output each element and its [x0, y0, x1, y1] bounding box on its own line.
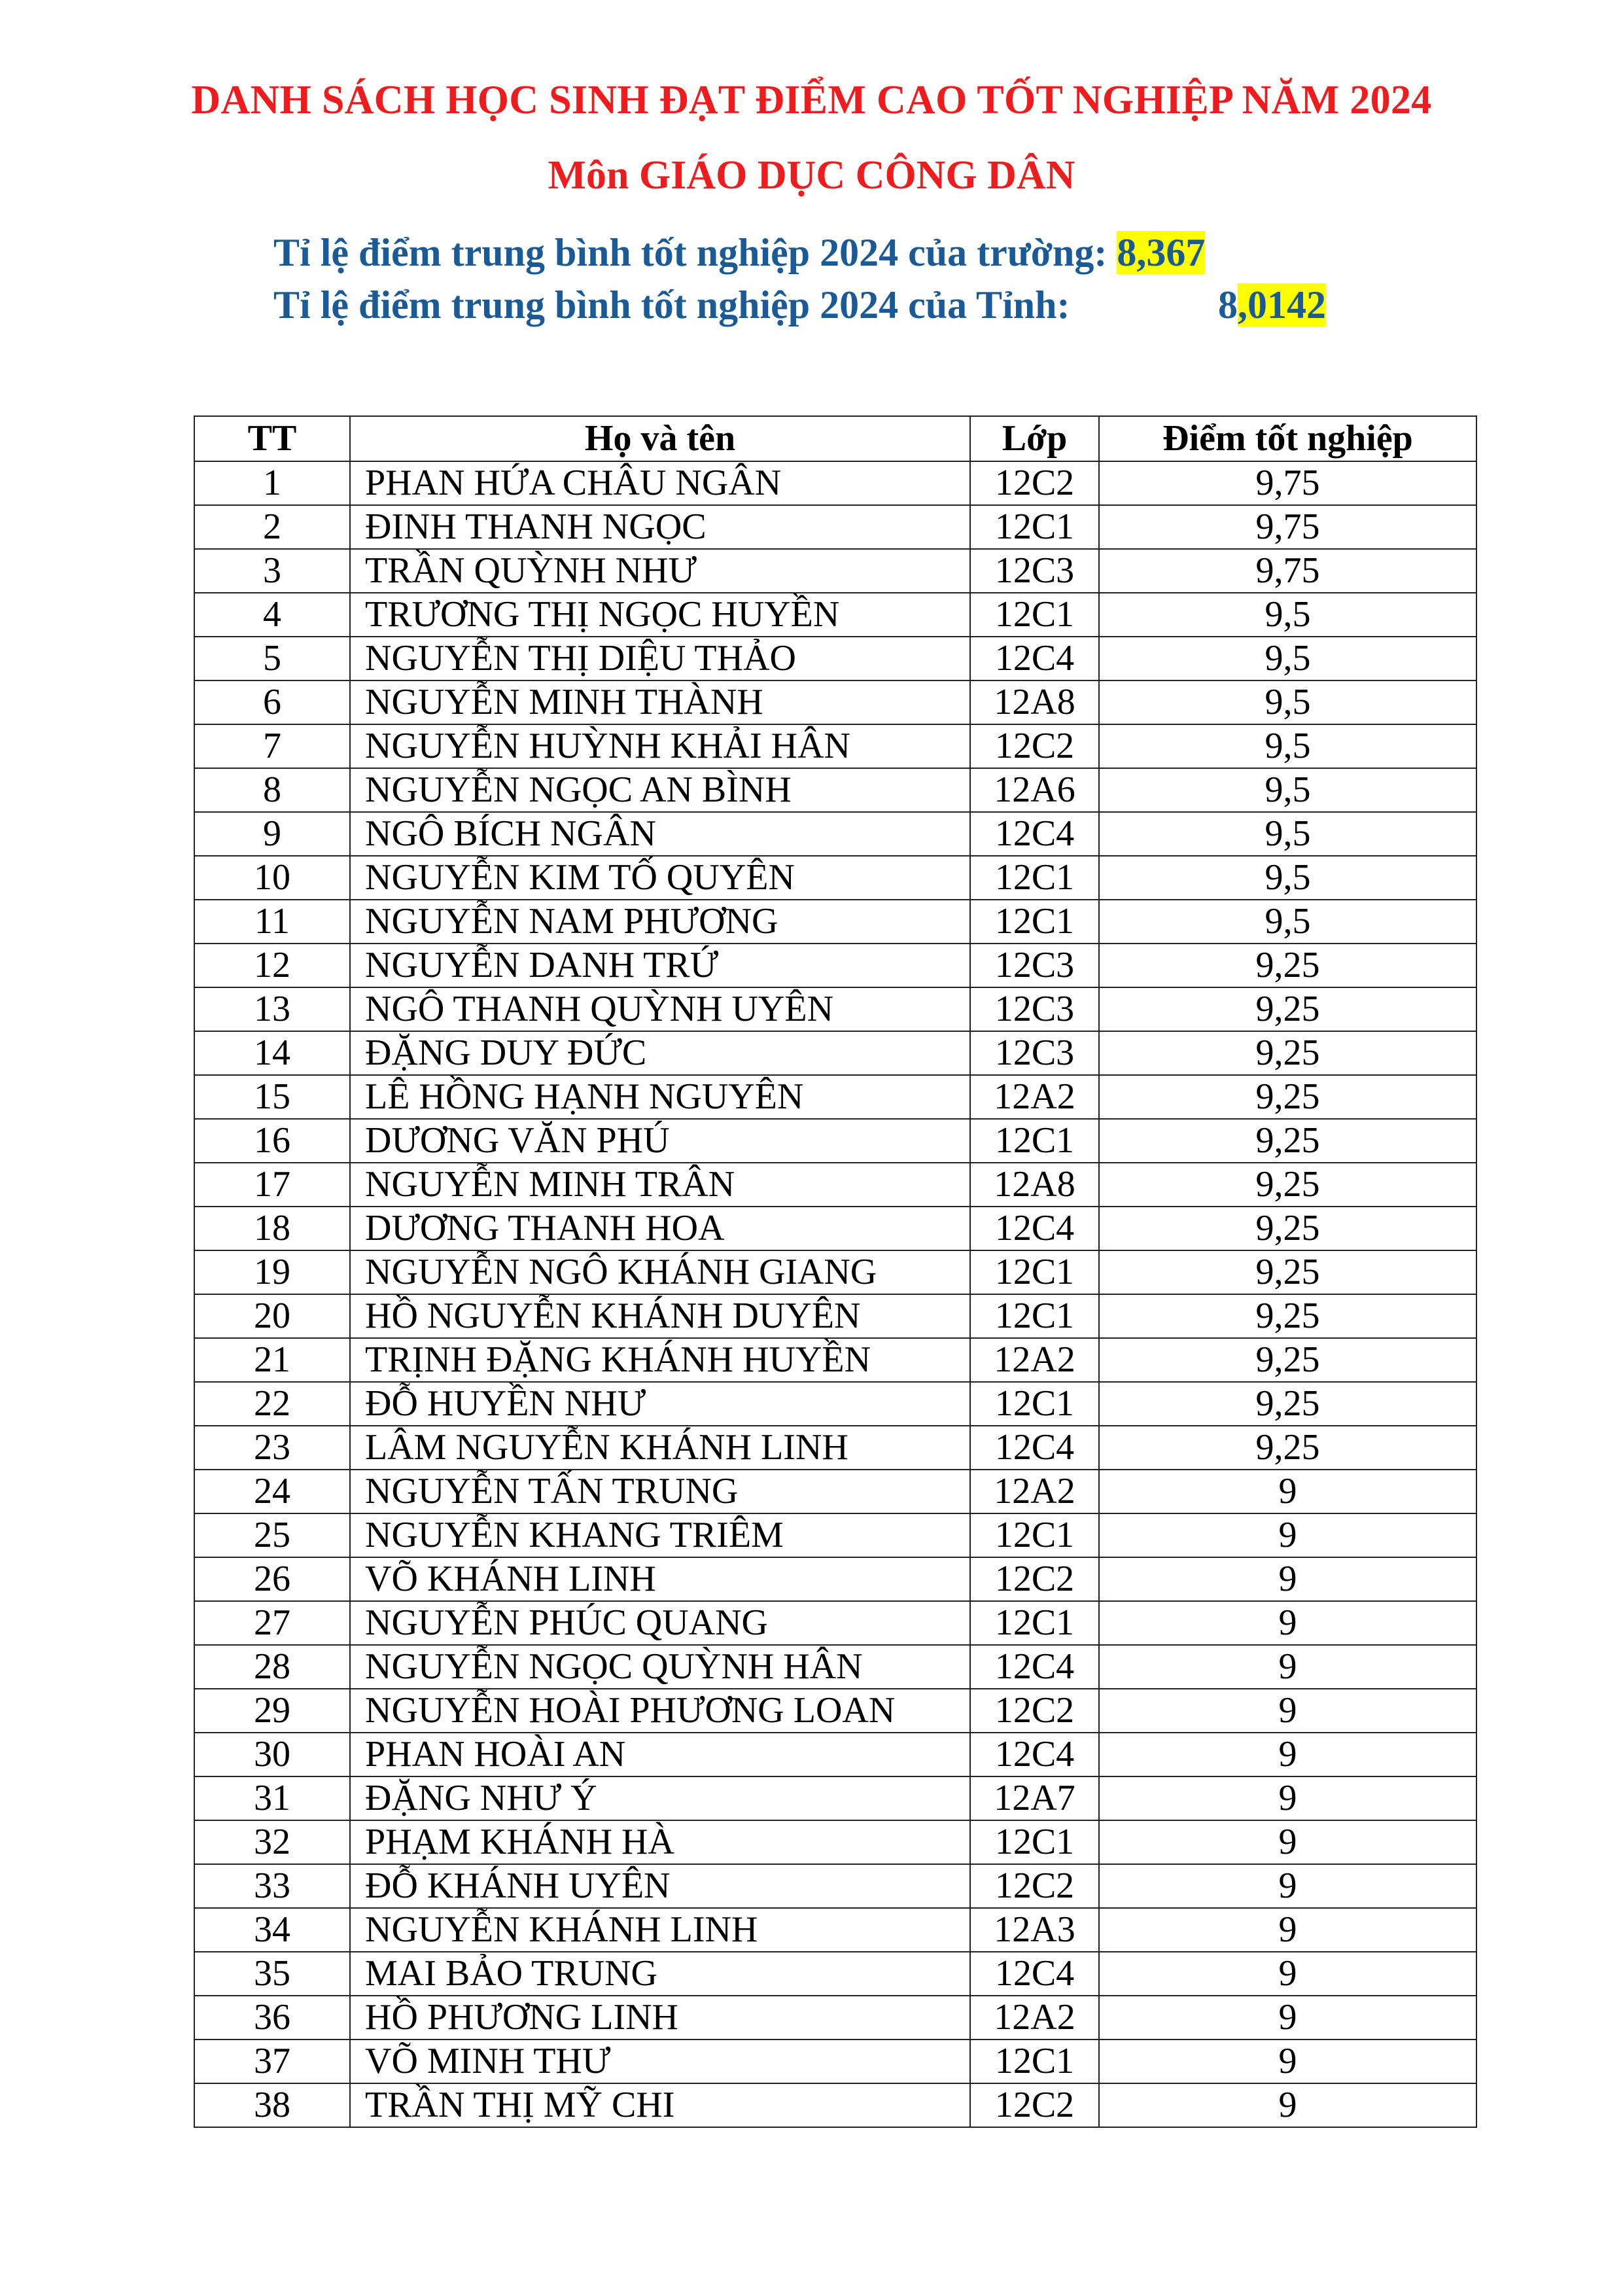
- student-score: 9: [1099, 1864, 1476, 1908]
- student-class: 12C4: [970, 1733, 1099, 1776]
- row-number: 14: [194, 1031, 350, 1075]
- table-row: [194, 549, 1476, 593]
- student-class: 12C3: [970, 1031, 1099, 1075]
- row-number: 9: [194, 812, 350, 856]
- student-name: ĐỖ KHÁNH UYÊN: [350, 1864, 970, 1908]
- student-class: 12C2: [970, 1864, 1099, 1908]
- province-average-value-prefix: 8: [1218, 283, 1238, 327]
- row-number: 16: [194, 1119, 350, 1163]
- student-score: 9: [1099, 1601, 1476, 1645]
- row-number: 29: [194, 1689, 350, 1733]
- school-average-value: 8,367: [1117, 231, 1206, 274]
- student-class: 12A7: [970, 1776, 1099, 1820]
- table-row: [194, 1031, 1476, 1075]
- row-number: 32: [194, 1820, 350, 1864]
- student-score: 9: [1099, 1952, 1476, 1996]
- student-score: 9,25: [1099, 1207, 1476, 1250]
- table-row: [194, 856, 1476, 900]
- student-score: 9: [1099, 1996, 1476, 2040]
- row-number: 28: [194, 1645, 350, 1689]
- student-name: NGUYỄN DANH TRỨ: [350, 944, 970, 987]
- table-row: [194, 1776, 1476, 1820]
- table-row: [194, 461, 1476, 505]
- student-score: 9,5: [1099, 593, 1476, 637]
- student-class: 12C1: [970, 593, 1099, 637]
- row-number: 31: [194, 1776, 350, 1820]
- table-row: [194, 1207, 1476, 1250]
- student-name: ĐINH THANH NGỌC: [350, 505, 970, 549]
- table-row: [194, 1250, 1476, 1294]
- student-class: 12C3: [970, 549, 1099, 593]
- table-row: [194, 1513, 1476, 1557]
- row-number: 35: [194, 1952, 350, 1996]
- row-number: 19: [194, 1250, 350, 1294]
- province-average-value: [1218, 283, 1326, 328]
- student-class: 12C1: [970, 1250, 1099, 1294]
- student-name: LÊ HỒNG HẠNH NGUYÊN: [350, 1075, 970, 1119]
- student-class: 12C2: [970, 2083, 1099, 2127]
- row-number: 37: [194, 2040, 350, 2083]
- student-name: ĐỖ HUYỀN NHƯ: [350, 1382, 970, 1426]
- student-name: TRẦN THỊ MỸ CHI: [350, 2083, 970, 2127]
- row-number: 17: [194, 1163, 350, 1207]
- row-number: 33: [194, 1864, 350, 1908]
- student-score: 9,25: [1099, 1382, 1476, 1426]
- student-name: NGUYỄN KHÁNH LINH: [350, 1908, 970, 1952]
- row-number: 22: [194, 1382, 350, 1426]
- student-score: 9: [1099, 1513, 1476, 1557]
- row-number: 20: [194, 1294, 350, 1338]
- student-score: 9: [1099, 1557, 1476, 1601]
- student-class: 12C4: [970, 1952, 1099, 1996]
- table-row: [194, 1119, 1476, 1163]
- student-class: 12C4: [970, 1645, 1099, 1689]
- student-score: 9,25: [1099, 1426, 1476, 1470]
- row-number: 25: [194, 1513, 350, 1557]
- student-name: HỒ NGUYỄN KHÁNH DUYÊN: [350, 1294, 970, 1338]
- row-number: 18: [194, 1207, 350, 1250]
- student-score: 9: [1099, 2040, 1476, 2083]
- table-row: [194, 1908, 1476, 1952]
- student-name: HỒ PHƯƠNG LINH: [350, 1996, 970, 2040]
- table-row: [194, 1689, 1476, 1733]
- row-number: 3: [194, 549, 350, 593]
- student-score: 9: [1099, 1820, 1476, 1864]
- student-score: 9,25: [1099, 1294, 1476, 1338]
- student-class: 12C2: [970, 461, 1099, 505]
- student-name: PHAN HỨA CHÂU NGÂN: [350, 461, 970, 505]
- table-row: [194, 1996, 1476, 2040]
- student-class: 12C2: [970, 1689, 1099, 1733]
- table-row: [194, 768, 1476, 812]
- student-class: 12C4: [970, 1207, 1099, 1250]
- student-score: 9,75: [1099, 549, 1476, 593]
- student-score: 9: [1099, 1689, 1476, 1733]
- student-score-table: [194, 415, 1477, 2128]
- table-body: [194, 461, 1476, 2127]
- student-class: 12A8: [970, 680, 1099, 724]
- table-row: [194, 593, 1476, 637]
- student-class: 12C1: [970, 856, 1099, 900]
- student-class: 12C4: [970, 637, 1099, 680]
- student-score: 9,5: [1099, 637, 1476, 680]
- student-class: 12A2: [970, 1338, 1099, 1382]
- row-number: 21: [194, 1338, 350, 1382]
- student-name: TRẦN QUỲNH NHƯ: [350, 549, 970, 593]
- student-class: 12C4: [970, 1426, 1099, 1470]
- student-name: NGUYỄN THỊ DIỆU THẢO: [350, 637, 970, 680]
- table-row: [194, 1075, 1476, 1119]
- student-score: 9,25: [1099, 944, 1476, 987]
- student-name: NGUYỄN NGÔ KHÁNH GIANG: [350, 1250, 970, 1294]
- school-average-line: [273, 230, 1205, 275]
- table-row: [194, 1645, 1476, 1689]
- student-class: 12C1: [970, 2040, 1099, 2083]
- table-row: [194, 637, 1476, 680]
- student-class: 12C1: [970, 900, 1099, 944]
- student-score: 9,25: [1099, 1031, 1476, 1075]
- student-class: 12C1: [970, 1601, 1099, 1645]
- student-class: 12C1: [970, 1820, 1099, 1864]
- row-number: 11: [194, 900, 350, 944]
- row-number: 10: [194, 856, 350, 900]
- header-class: Lớp: [970, 416, 1099, 461]
- student-class: 12C2: [970, 724, 1099, 768]
- row-number: 36: [194, 1996, 350, 2040]
- student-score: 9: [1099, 1470, 1476, 1513]
- row-number: 27: [194, 1601, 350, 1645]
- table-row: [194, 812, 1476, 856]
- student-score: 9: [1099, 1908, 1476, 1952]
- table-row: [194, 724, 1476, 768]
- row-number: 34: [194, 1908, 350, 1952]
- student-class: 12C3: [970, 987, 1099, 1031]
- student-class: 12C1: [970, 505, 1099, 549]
- student-class: 12C3: [970, 944, 1099, 987]
- student-name: DƯƠNG THANH HOA: [350, 1207, 970, 1250]
- row-number: 8: [194, 768, 350, 812]
- student-class: 12A3: [970, 1908, 1099, 1952]
- student-name: ĐẶNG DUY ĐỨC: [350, 1031, 970, 1075]
- student-score: 9,5: [1099, 724, 1476, 768]
- student-score: 9: [1099, 2083, 1476, 2127]
- student-score: 9,5: [1099, 856, 1476, 900]
- table-row: [194, 1557, 1476, 1601]
- student-score: 9,5: [1099, 768, 1476, 812]
- student-class: 12A2: [970, 1075, 1099, 1119]
- row-number: 15: [194, 1075, 350, 1119]
- table-row: [194, 1338, 1476, 1382]
- student-name: PHẠM KHÁNH HÀ: [350, 1820, 970, 1864]
- student-name: NGUYỄN NGỌC QUỲNH HÂN: [350, 1645, 970, 1689]
- table-row: [194, 505, 1476, 549]
- student-class: 12C2: [970, 1557, 1099, 1601]
- student-score: 9,75: [1099, 505, 1476, 549]
- student-name: NGUYỄN KHANG TRIÊM: [350, 1513, 970, 1557]
- header-name: Họ và tên: [350, 416, 970, 461]
- student-score: 9,5: [1099, 900, 1476, 944]
- student-class: 12C1: [970, 1119, 1099, 1163]
- student-class: 12C1: [970, 1382, 1099, 1426]
- student-name: NGÔ BÍCH NGÂN: [350, 812, 970, 856]
- table-row: [194, 944, 1476, 987]
- student-score: 9,25: [1099, 987, 1476, 1031]
- table-row: [194, 1864, 1476, 1908]
- table-row: [194, 1470, 1476, 1513]
- table-row: [194, 1294, 1476, 1338]
- row-number: 5: [194, 637, 350, 680]
- student-name: DƯƠNG VĂN PHÚ: [350, 1119, 970, 1163]
- table-header-row: [194, 416, 1476, 461]
- row-number: 2: [194, 505, 350, 549]
- document-title: DANH SÁCH HỌC SINH ĐẠT ĐIỂM CAO TỐT NGHIỆP NĂM 2024: [191, 78, 1432, 122]
- row-number: 6: [194, 680, 350, 724]
- table-row: [194, 1426, 1476, 1470]
- table-row: [194, 1820, 1476, 1864]
- row-number: 1: [194, 461, 350, 505]
- row-number: 7: [194, 724, 350, 768]
- province-average-label: Tỉ lệ điểm trung bình tốt nghiệp 2024 của Tỉnh:: [273, 283, 1070, 327]
- student-score: 9,25: [1099, 1119, 1476, 1163]
- student-name: NGUYỄN KIM TỐ QUYÊN: [350, 856, 970, 900]
- row-number: 23: [194, 1426, 350, 1470]
- province-average-line: [273, 283, 1070, 328]
- student-name: NGÔ THANH QUỲNH UYÊN: [350, 987, 970, 1031]
- student-class: 12C1: [970, 1513, 1099, 1557]
- student-class: 12A2: [970, 1470, 1099, 1513]
- table-row: [194, 900, 1476, 944]
- student-name: NGUYỄN HUỲNH KHẢI HÂN: [350, 724, 970, 768]
- student-score: 9,25: [1099, 1338, 1476, 1382]
- row-number: 12: [194, 944, 350, 987]
- student-name: NGUYỄN PHÚC QUANG: [350, 1601, 970, 1645]
- student-score: 9,5: [1099, 812, 1476, 856]
- student-class: 12A6: [970, 768, 1099, 812]
- student-name: NGUYỄN HOÀI PHƯƠNG LOAN: [350, 1689, 970, 1733]
- row-number: 13: [194, 987, 350, 1031]
- province-average-value-highlighted: ,0142: [1238, 283, 1326, 327]
- header-tt: TT: [194, 416, 350, 461]
- row-number: 26: [194, 1557, 350, 1601]
- student-score: 9,75: [1099, 461, 1476, 505]
- student-score: 9,25: [1099, 1075, 1476, 1119]
- student-name: VÕ KHÁNH LINH: [350, 1557, 970, 1601]
- table-row: [194, 1733, 1476, 1776]
- student-class: 12C1: [970, 1294, 1099, 1338]
- table-row: [194, 2040, 1476, 2083]
- student-name: MAI BẢO TRUNG: [350, 1952, 970, 1996]
- table-row: [194, 2083, 1476, 2127]
- row-number: 4: [194, 593, 350, 637]
- student-name: VÕ MINH THƯ: [350, 2040, 970, 2083]
- student-class: 12A8: [970, 1163, 1099, 1207]
- student-score: 9,5: [1099, 680, 1476, 724]
- row-number: 38: [194, 2083, 350, 2127]
- student-class: 12C4: [970, 812, 1099, 856]
- student-name: NGUYỄN MINH THÀNH: [350, 680, 970, 724]
- student-score: 9,25: [1099, 1163, 1476, 1207]
- student-name: LÂM NGUYỄN KHÁNH LINH: [350, 1426, 970, 1470]
- student-name: NGUYỄN NGỌC AN BÌNH: [350, 768, 970, 812]
- student-name: TRỊNH ĐẶNG KHÁNH HUYỀN: [350, 1338, 970, 1382]
- student-name: ĐẶNG NHƯ Ý: [350, 1776, 970, 1820]
- student-score: 9,25: [1099, 1250, 1476, 1294]
- row-number: 24: [194, 1470, 350, 1513]
- table-row: [194, 1382, 1476, 1426]
- row-number: 30: [194, 1733, 350, 1776]
- table-row: [194, 680, 1476, 724]
- student-name: NGUYỄN NAM PHƯƠNG: [350, 900, 970, 944]
- student-score: 9: [1099, 1776, 1476, 1820]
- table-row: [194, 987, 1476, 1031]
- student-score: 9: [1099, 1733, 1476, 1776]
- student-score: 9: [1099, 1645, 1476, 1689]
- student-name: TRƯƠNG THỊ NGỌC HUYỀN: [350, 593, 970, 637]
- table-row: [194, 1601, 1476, 1645]
- student-name: NGUYỄN MINH TRÂN: [350, 1163, 970, 1207]
- school-average-label: Tỉ lệ điểm trung bình tốt nghiệp 2024 của trường:: [273, 231, 1117, 274]
- table-row: [194, 1952, 1476, 1996]
- student-class: 12A2: [970, 1996, 1099, 2040]
- header-score: Điểm tốt nghiệp: [1099, 416, 1476, 461]
- table-row: [194, 1163, 1476, 1207]
- document-subtitle: Môn GIÁO DỤC CÔNG DÂN: [548, 153, 1075, 198]
- student-name: NGUYỄN TẤN TRUNG: [350, 1470, 970, 1513]
- student-name: PHAN HOÀI AN: [350, 1733, 970, 1776]
